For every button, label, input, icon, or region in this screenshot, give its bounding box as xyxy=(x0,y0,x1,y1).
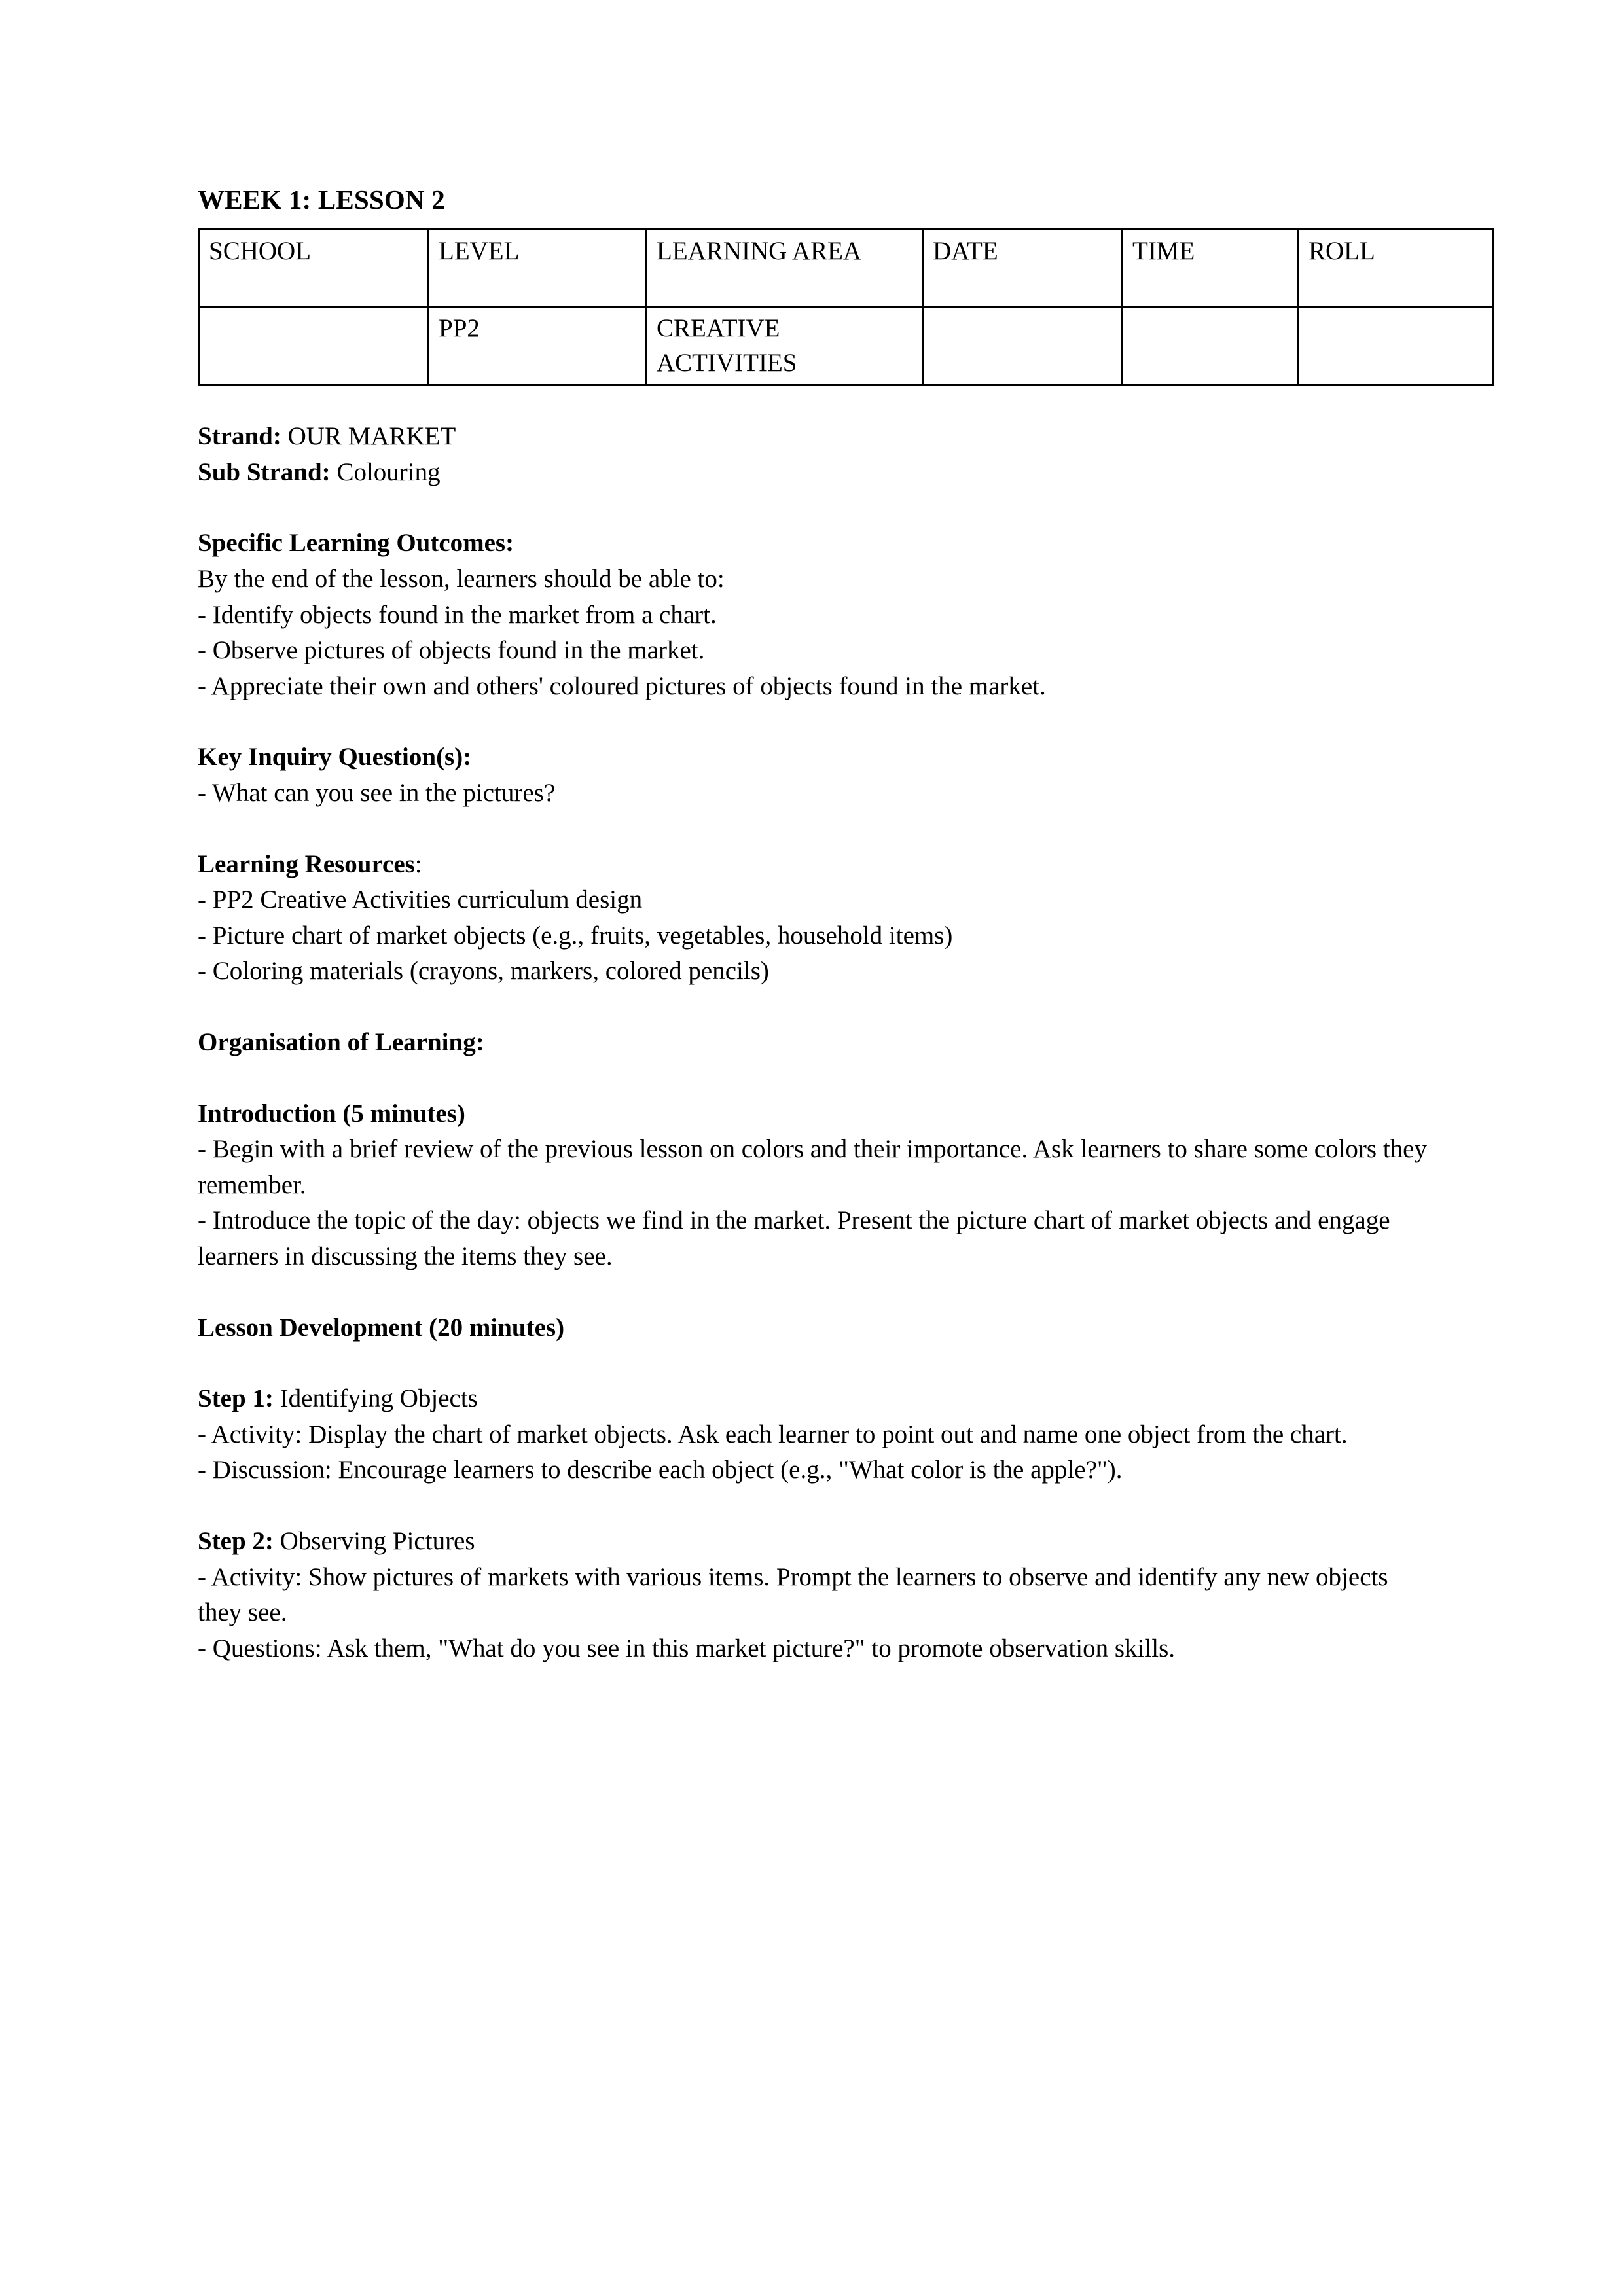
list-item: - Begin with a brief review of the previous lesson on colors and their importance. Ask learners to share some colors they remember. xyxy=(198,1135,1427,1199)
table-cell-school[interactable] xyxy=(199,307,429,386)
list-item: - Appreciate their own and others' coloured pictures of objects found in the market. xyxy=(198,672,1046,700)
table-header-time: TIME xyxy=(1123,230,1299,307)
list-item: - Activity: Display the chart of market objects. Ask each learner to point out and name one object from the chart. xyxy=(198,1420,1348,1448)
spacer xyxy=(198,386,1430,419)
step-1-title: Identifying Objects xyxy=(280,1384,478,1413)
table-header-roll: ROLL xyxy=(1299,230,1494,307)
list-item: - Discussion: Encourage learners to describe each object (e.g., "What color is the apple?"). xyxy=(198,1456,1123,1484)
table-cell-time[interactable] xyxy=(1123,307,1299,386)
table-header-learning-area: LEARNING AREA xyxy=(647,230,923,307)
list-item: - Questions: Ask them, "What do you see in this market picture?" to promote observation skills. xyxy=(198,1634,1176,1662)
spacer xyxy=(198,812,1430,847)
list-item: - Activity: Show pictures of markets with various items. Prompt the learners to observe and identify any new objects they see. xyxy=(198,1562,1388,1627)
table-header-date: DATE xyxy=(923,230,1123,307)
learning-resources-heading-text: Learning Resources xyxy=(198,850,415,878)
specific-learning-outcomes-intro: By the end of the lesson, learners should be able to: xyxy=(198,565,725,594)
table-cell-learning-area[interactable]: CREATIVE ACTIVITIES xyxy=(647,307,923,386)
table-cell-roll[interactable] xyxy=(1299,307,1494,386)
spacer xyxy=(198,1275,1430,1310)
lesson-development-heading: Lesson Development (20 minutes) xyxy=(198,1313,565,1342)
sub-strand-label: Sub Strand: xyxy=(198,457,331,486)
spacer xyxy=(198,990,1430,1025)
list-item: - What can you see in the pictures? xyxy=(198,779,556,808)
step-1-heading xyxy=(198,1381,1428,1417)
introduction-heading: Introduction (5 minutes) xyxy=(198,1099,465,1128)
spacer xyxy=(198,1061,1430,1096)
step-1-label: Step 1: xyxy=(198,1384,274,1413)
spacer xyxy=(198,704,1430,740)
list-item: - Picture chart of market objects (e.g., fruits, vegetables, household items) xyxy=(198,921,953,950)
strand-label: Strand: xyxy=(198,422,281,451)
list-item: - Observe pictures of objects found in the market. xyxy=(198,636,705,665)
organisation-heading: Organisation of Learning: xyxy=(198,1028,484,1056)
list-item: - Identify objects found in the market from a chart. xyxy=(198,600,717,629)
step-2-title: Observing Pictures xyxy=(280,1526,475,1555)
strand-value: OUR MARKET xyxy=(287,422,456,451)
learning-resources-heading xyxy=(198,847,1428,883)
list-item: - Coloring materials (crayons, markers, colored pencils) xyxy=(198,957,769,986)
specific-learning-outcomes-heading: Specific Learning Outcomes: xyxy=(198,529,514,558)
page-title: WEEK 1: LESSON 2 xyxy=(198,185,445,215)
lesson-meta-table xyxy=(198,228,1494,386)
step-2-heading xyxy=(198,1524,1428,1560)
strand-line xyxy=(198,419,1428,455)
spacer xyxy=(198,1346,1430,1381)
key-inquiry-heading: Key Inquiry Question(s): xyxy=(198,743,472,772)
spacer xyxy=(198,490,1430,526)
sub-strand-value: Colouring xyxy=(336,457,441,486)
list-item: - PP2 Creative Activities curriculum design xyxy=(198,886,643,914)
table-row xyxy=(199,307,1494,386)
table-cell-level[interactable]: PP2 xyxy=(429,307,647,386)
step-2-label: Step 2: xyxy=(198,1526,274,1555)
spacer xyxy=(198,1488,1430,1524)
table-header-row xyxy=(199,230,1494,307)
table-header-level: LEVEL xyxy=(429,230,647,307)
list-item: - Introduce the topic of the day: objects we find in the market. Present the picture chart of market objects and engage learners in discussing the items they see. xyxy=(198,1206,1390,1270)
table-header-school: SCHOOL xyxy=(199,230,429,307)
learning-resources-heading-colon: : xyxy=(414,850,422,878)
sub-strand-line xyxy=(198,455,1428,491)
table-cell-date[interactable] xyxy=(923,307,1123,386)
